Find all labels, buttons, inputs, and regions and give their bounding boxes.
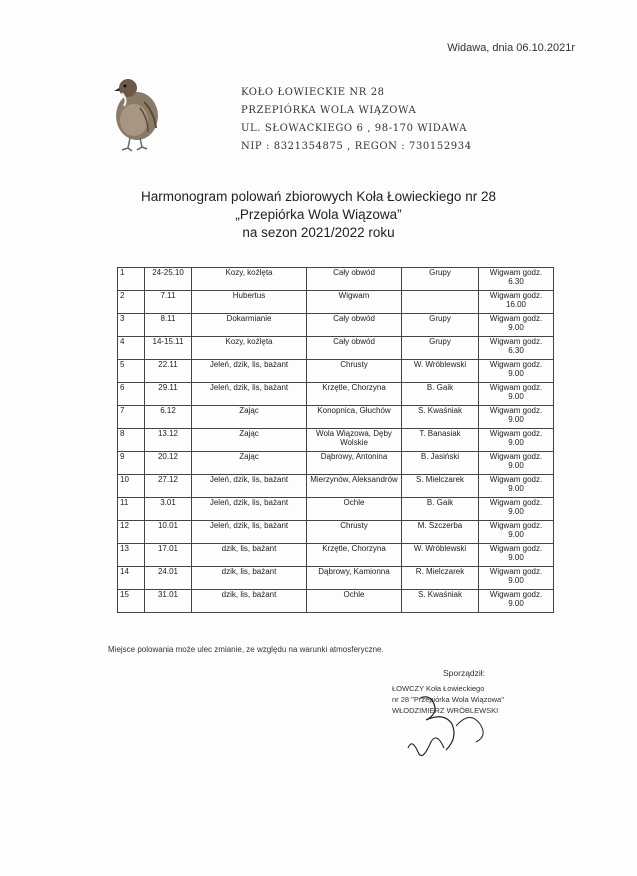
place-date: Widawa, dnia 06.10.2021r bbox=[447, 42, 575, 54]
prepared-by-label: Sporządził: bbox=[443, 668, 486, 678]
cell-leader: B. Gaik bbox=[402, 383, 479, 406]
club-header bbox=[241, 84, 472, 156]
table-row bbox=[118, 452, 554, 475]
cell-leader bbox=[402, 291, 479, 314]
title-line-1: Harmonogram polowań zbiorowych Koła Łowieckiego nr 28 bbox=[141, 189, 496, 204]
stamp-line-2: nr 28 "Przepiórka Wola Wiązowa" bbox=[392, 695, 504, 704]
club-subname: PRZEPIÓRKA WOLA WIĄZOWA bbox=[241, 105, 417, 116]
handwritten-signature bbox=[400, 690, 540, 760]
schedule-table bbox=[117, 267, 554, 613]
cell-place: Wigwam bbox=[307, 291, 402, 314]
table-row bbox=[118, 337, 554, 360]
cell-date: 24-25.10 bbox=[145, 268, 192, 291]
cell-leader: B. Jasiński bbox=[402, 452, 479, 475]
club-address: UL. SŁOWACKIEGO 6 , 98-170 WIDAWA bbox=[241, 123, 468, 134]
table-row bbox=[118, 498, 554, 521]
cell-no: 12 bbox=[118, 521, 145, 544]
cell-date: 13.12 bbox=[145, 429, 192, 452]
cell-date: 8.11 bbox=[145, 314, 192, 337]
cell-leader: S. Kwaśniak bbox=[402, 406, 479, 429]
cell-leader: Grupy bbox=[402, 314, 479, 337]
cell-place: Chrusty bbox=[307, 360, 402, 383]
cell-place: Cały obwód bbox=[307, 337, 402, 360]
weather-note: Miejsce polowania może ulec zmianie, ze względu na warunki atmosferyczne. bbox=[108, 645, 384, 654]
cell-assembly: Wigwam godz. 9.00 bbox=[479, 406, 554, 429]
cell-leader: W. Wróblewski bbox=[402, 360, 479, 383]
cell-game: dzik, lis, bażant bbox=[192, 590, 307, 613]
cell-game: Jeleń, dzik, lis, bażant bbox=[192, 360, 307, 383]
cell-game: dzik, lis, bażant bbox=[192, 567, 307, 590]
cell-no: 2 bbox=[118, 291, 145, 314]
table-row bbox=[118, 567, 554, 590]
cell-date: 27.12 bbox=[145, 475, 192, 498]
cell-date: 31.01 bbox=[145, 590, 192, 613]
cell-place: Krzętle, Chorzyna bbox=[307, 383, 402, 406]
cell-no: 15 bbox=[118, 590, 145, 613]
cell-place: Dąbrowy, Kamionna bbox=[307, 567, 402, 590]
title-line-3: na sezon 2021/2022 roku bbox=[242, 225, 395, 240]
cell-leader: M. Szczerba bbox=[402, 521, 479, 544]
cell-place: Chrusty bbox=[307, 521, 402, 544]
table-row bbox=[118, 521, 554, 544]
cell-date: 24.01 bbox=[145, 567, 192, 590]
cell-game: Jeleń, dzik, lis, bażant bbox=[192, 521, 307, 544]
cell-no: 4 bbox=[118, 337, 145, 360]
cell-place: Konopnica, Głuchów bbox=[307, 406, 402, 429]
cell-no: 13 bbox=[118, 544, 145, 567]
cell-place: Wola Wiązowa, Dęby Wolskie bbox=[307, 429, 402, 452]
cell-no: 7 bbox=[118, 406, 145, 429]
cell-assembly: Wigwam godz. 9.00 bbox=[479, 475, 554, 498]
cell-no: 10 bbox=[118, 475, 145, 498]
cell-assembly: Wigwam godz. 9.00 bbox=[479, 521, 554, 544]
table-row bbox=[118, 544, 554, 567]
cell-game: Jeleń, dzik, lis, bażant bbox=[192, 498, 307, 521]
cell-date: 10.01 bbox=[145, 521, 192, 544]
cell-date: 7.11 bbox=[145, 291, 192, 314]
document-title bbox=[0, 188, 637, 242]
cell-place: Ochle bbox=[307, 590, 402, 613]
cell-assembly: Wigwam godz. 9.00 bbox=[479, 567, 554, 590]
cell-place: Krzętle, Chorzyna bbox=[307, 544, 402, 567]
cell-game: dzik, lis, bażant bbox=[192, 544, 307, 567]
cell-leader: R. Mielczarek bbox=[402, 567, 479, 590]
cell-date: 6.12 bbox=[145, 406, 192, 429]
cell-no: 6 bbox=[118, 383, 145, 406]
table-row bbox=[118, 383, 554, 406]
cell-assembly: Wigwam godz. 9.00 bbox=[479, 544, 554, 567]
cell-no: 5 bbox=[118, 360, 145, 383]
title-line-2: „Przepiórka Wola Wiązowa” bbox=[235, 207, 402, 222]
table-row bbox=[118, 406, 554, 429]
table-row bbox=[118, 475, 554, 498]
table-row bbox=[118, 314, 554, 337]
cell-place: Dąbrowy, Antonina bbox=[307, 452, 402, 475]
cell-game: Zając bbox=[192, 406, 307, 429]
cell-date: 3.01 bbox=[145, 498, 192, 521]
cell-date: 22.11 bbox=[145, 360, 192, 383]
cell-date: 29.11 bbox=[145, 383, 192, 406]
cell-game: Dokarmianie bbox=[192, 314, 307, 337]
club-name: KOŁO ŁOWIECKIE NR 28 bbox=[241, 87, 385, 98]
cell-place: Ochle bbox=[307, 498, 402, 521]
cell-date: 17.01 bbox=[145, 544, 192, 567]
cell-no: 1 bbox=[118, 268, 145, 291]
cell-date: 20.12 bbox=[145, 452, 192, 475]
club-ids: NIP : 8321354875 , REGON : 730152934 bbox=[241, 141, 472, 152]
cell-no: 11 bbox=[118, 498, 145, 521]
stamp-line-3: WŁODZIMIERZ WRÓBLEWSKI bbox=[392, 706, 499, 715]
cell-assembly: Wigwam godz. 9.00 bbox=[479, 452, 554, 475]
cell-place: Mierzynów, Aleksandrów bbox=[307, 475, 402, 498]
cell-game: Zając bbox=[192, 429, 307, 452]
cell-no: 3 bbox=[118, 314, 145, 337]
cell-game: Kozy, koźlęta bbox=[192, 268, 307, 291]
cell-leader: T. Banasiak bbox=[402, 429, 479, 452]
cell-leader: Grupy bbox=[402, 268, 479, 291]
cell-assembly: Wigwam godz. 9.00 bbox=[479, 498, 554, 521]
cell-leader: W. Wróblewski bbox=[402, 544, 479, 567]
cell-no: 8 bbox=[118, 429, 145, 452]
cell-game: Zając bbox=[192, 452, 307, 475]
cell-leader: S. Mielczarek bbox=[402, 475, 479, 498]
cell-no: 14 bbox=[118, 567, 145, 590]
cell-assembly: Wigwam godz. 9.00 bbox=[479, 383, 554, 406]
table-row bbox=[118, 429, 554, 452]
cell-game: Kozy, koźlęta bbox=[192, 337, 307, 360]
cell-game: Hubertus bbox=[192, 291, 307, 314]
cell-assembly: Wigwam godz. 9.00 bbox=[479, 429, 554, 452]
schedule-table-body bbox=[118, 268, 554, 613]
cell-game: Jeleń, dzik, lis, bażant bbox=[192, 475, 307, 498]
cell-place: Cały obwód bbox=[307, 314, 402, 337]
cell-leader: Grupy bbox=[402, 337, 479, 360]
stamp-line-1: ŁOWCZY Koła Łowieckiego bbox=[392, 684, 485, 693]
quail-logo bbox=[104, 72, 170, 154]
cell-assembly: Wigwam godz. 16.00 bbox=[479, 291, 554, 314]
cell-leader: S. Kwaśniak bbox=[402, 590, 479, 613]
table-row bbox=[118, 291, 554, 314]
cell-game: Jeleń, dzik, lis, bażant bbox=[192, 383, 307, 406]
table-row bbox=[118, 590, 554, 613]
table-row bbox=[118, 360, 554, 383]
table-row bbox=[118, 268, 554, 291]
cell-place: Cały obwód bbox=[307, 268, 402, 291]
cell-assembly: Wigwam godz. 9.00 bbox=[479, 590, 554, 613]
cell-assembly: Wigwam godz. 6.30 bbox=[479, 337, 554, 360]
cell-leader: B. Gaik bbox=[402, 498, 479, 521]
cell-assembly: Wigwam godz. 6.30 bbox=[479, 268, 554, 291]
cell-date: 14-15.11 bbox=[145, 337, 192, 360]
cell-no: 9 bbox=[118, 452, 145, 475]
cell-assembly: Wigwam godz. 9.00 bbox=[479, 314, 554, 337]
cell-assembly: Wigwam godz. 9.00 bbox=[479, 360, 554, 383]
